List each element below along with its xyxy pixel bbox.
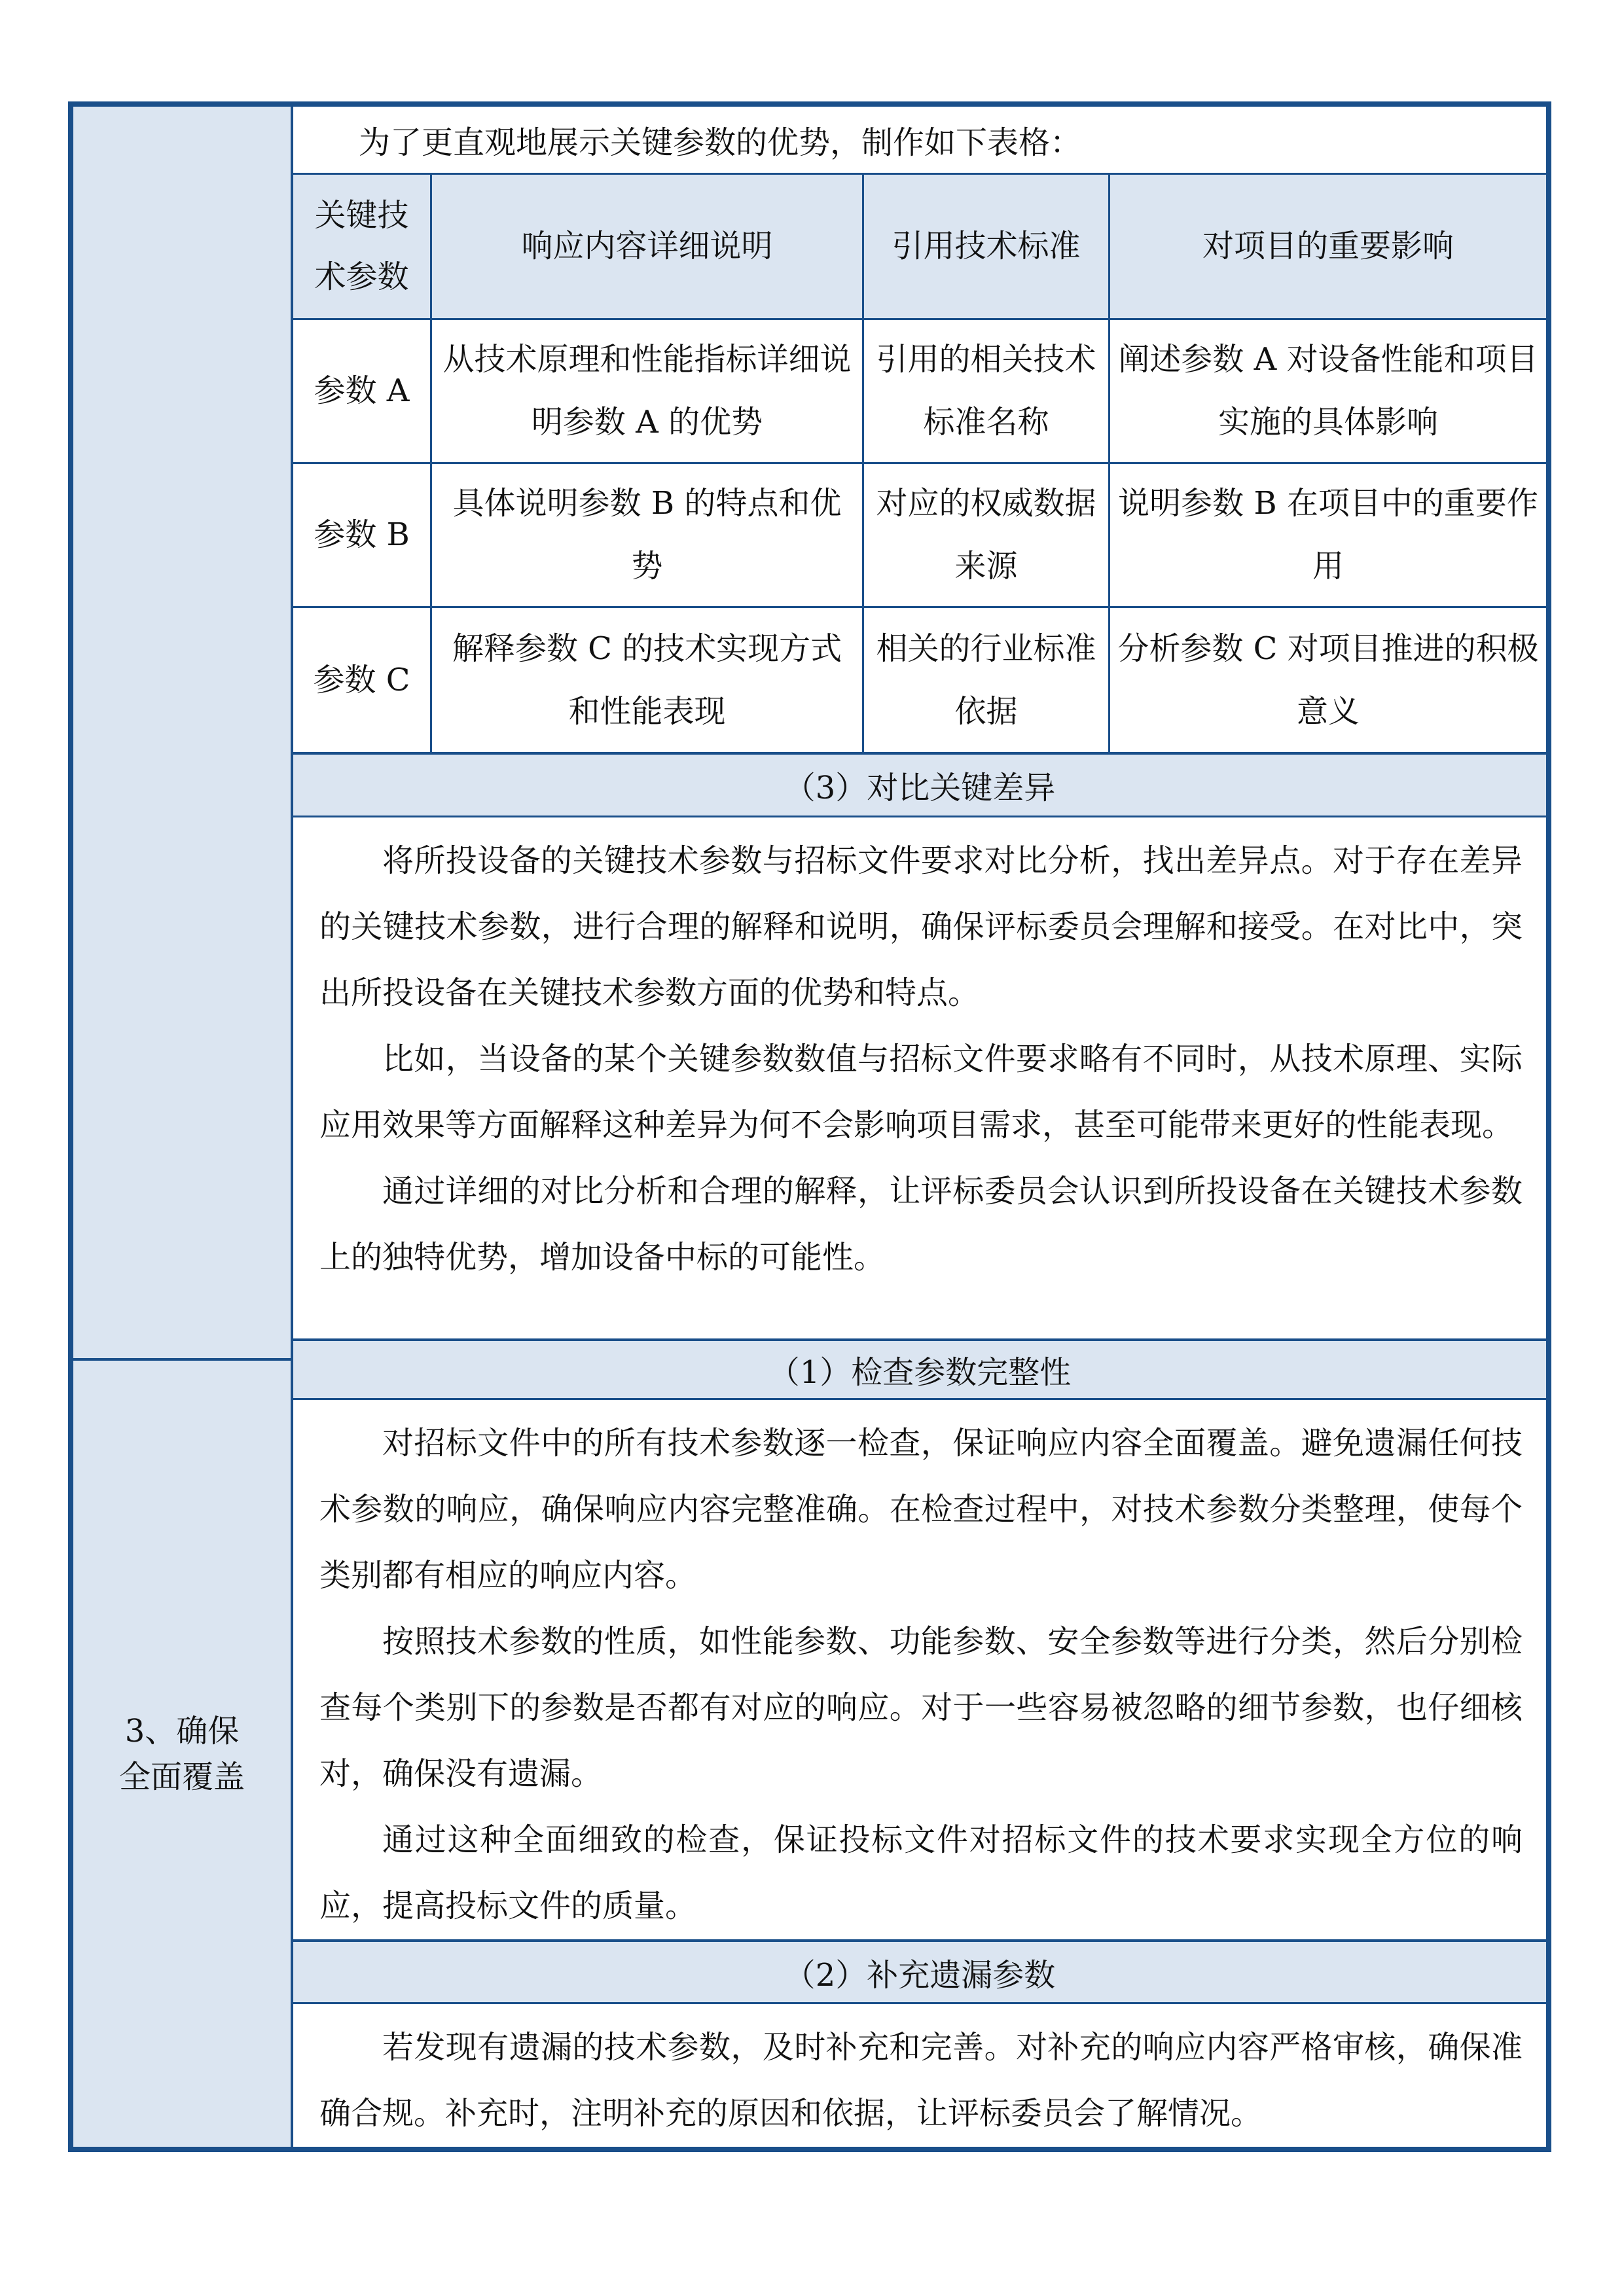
paragraph: 对招标文件中的所有技术参数逐一检查，保证响应内容全面覆盖。避免遗漏任何技术参数的响应，确保响应内容完整准确。在检查过程中，对技术参数分类整理，使每个类别都有相应的响应内容。 xyxy=(319,1425,1523,1594)
parameter-table xyxy=(293,175,1546,755)
left-block-empty xyxy=(73,107,291,1361)
left-block-label: 3、确保全面覆盖 xyxy=(118,1712,245,1795)
table-cell: 参数 A xyxy=(293,320,432,464)
table-cell: 参数 B xyxy=(293,464,432,608)
section-title-compare: （3）对比关键差异 xyxy=(293,755,1546,817)
paragraph: 通过详细的对比分析和合理的解释，让评标委员会认识到所投设备在关键技术参数上的独特优势，增加设备中标的可能性。 xyxy=(319,1173,1523,1276)
table-cell: 相关的行业标准依据 xyxy=(864,608,1110,752)
section-body-check xyxy=(293,1400,1546,1942)
paragraph: 比如，当设备的某个关键参数数值与招标文件要求略有不同时，从技术原理、实际应用效果等方面解释这种差异为何不会影响项目需求，甚至可能带来更好的性能表现。 xyxy=(319,1041,1523,1144)
table-cell: 分析参数 C 对项目推进的积极意义 xyxy=(1110,608,1546,752)
table-cell: 说明参数 B 在项目中的重要作用 xyxy=(1110,464,1546,608)
table-header-cell: 引用技术标准 xyxy=(864,175,1110,320)
table-header-cell: 关键技术参数 xyxy=(293,175,432,320)
table-cell: 对应的权威数据来源 xyxy=(864,464,1110,608)
table-cell: 阐述参数 A 对设备性能和项目实施的具体影响 xyxy=(1110,320,1546,464)
table-header-cell: 响应内容详细说明 xyxy=(432,175,864,320)
table-cell: 解释参数 C 的技术实现方式和性能表现 xyxy=(432,608,864,752)
right-column xyxy=(293,107,1546,2147)
paragraph: 若发现有遗漏的技术参数，及时补充和完善。对补充的响应内容严格审核，确保准确合规。补充时，注明补充的原因和依据，让评标委员会了解情况。 xyxy=(319,2028,1523,2132)
left-column xyxy=(73,107,293,2147)
table-header-cell: 对项目的重要影响 xyxy=(1110,175,1546,320)
section-title-check: （1）检查参数完整性 xyxy=(293,1341,1546,1401)
paragraph: 将所投设备的关键技术参数与招标文件要求对比分析，找出差异点。对于存在差异的关键技术参数，进行合理的解释和说明，确保评标委员会理解和接受。在对比中，突出所投设备在关键技术参数方面的优势和特点。 xyxy=(319,842,1523,1012)
paragraph: 通过这种全面细致的检查，保证投标文件对招标文件的技术要求实现全方位的响应，提高投标文件的质量。 xyxy=(319,1821,1523,1925)
document-table xyxy=(68,101,1551,2152)
table-cell: 从技术原理和性能指标详细说明参数 A 的优势 xyxy=(432,320,864,464)
intro-text: 为了更直观地展示关键参数的优势，制作如下表格： xyxy=(293,107,1546,175)
paragraph: 按照技术参数的性质，如性能参数、功能参数、安全参数等进行分类，然后分别检查每个类别下的参数是否都有对应的响应。对于一些容易被忽略的细节参数，也仔细核对，确保没有遗漏。 xyxy=(319,1623,1523,1793)
section-body-compare xyxy=(293,817,1546,1340)
table-cell: 参数 C xyxy=(293,608,432,752)
table-cell: 引用的相关技术标准名称 xyxy=(864,320,1110,464)
section-body-supplement xyxy=(293,2004,1546,2147)
left-block-coverage xyxy=(73,1361,291,2147)
section-title-supplement: （2）补充遗漏参数 xyxy=(293,1942,1546,2004)
table-cell: 具体说明参数 B 的特点和优势 xyxy=(432,464,864,608)
